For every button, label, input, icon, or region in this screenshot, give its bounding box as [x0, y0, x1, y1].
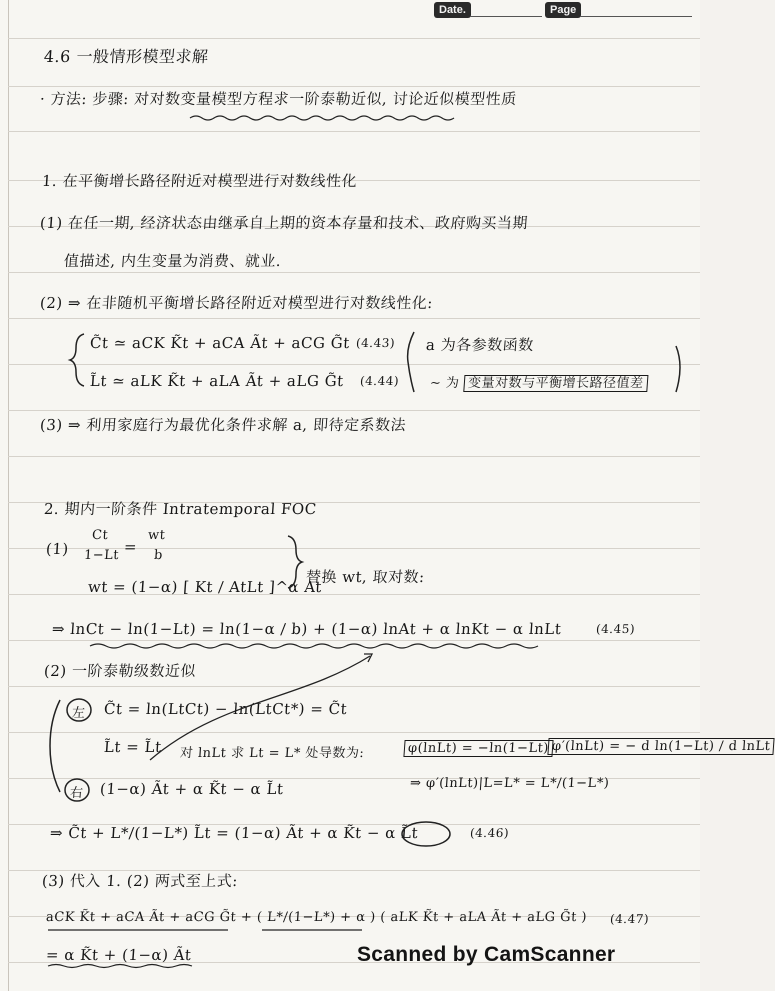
left-label: 左: [71, 706, 86, 721]
foc-equals: =: [123, 538, 138, 556]
substituted-equation-rhs: = α K̃t + (1−α) Ãt: [45, 946, 193, 964]
foc-rhs-num: wt: [147, 528, 166, 543]
ruled-line: [8, 86, 700, 87]
equation-4-43: C̃t ≃ aCK K̃t + aCA Ãt + aCG G̃t: [89, 334, 351, 352]
log-underline: [90, 644, 538, 648]
equation-tag: (4.45): [595, 622, 636, 636]
wage-equation: wt = (1−α) [ Kt / AtLt ]^α At: [87, 578, 323, 596]
left-note: 对 lnLt 求 Lt = L* 处导数为:: [179, 746, 365, 761]
equation-tag: (4.43): [355, 336, 396, 350]
note-tilde-boxed: 变量对数与平衡增长路径值差: [463, 375, 648, 392]
ruled-line: [8, 131, 700, 132]
arrow-head: [364, 654, 372, 662]
part1-item1-line2: 值描述, 内生变量为消费、就业.: [63, 252, 282, 270]
scanner-watermark: Scanned by CamScanner: [357, 943, 616, 966]
taylor-heading: (2) 一阶泰勒级数近似: [43, 662, 197, 680]
left-eq2: L̃t = L̃t: [103, 738, 163, 756]
equation-4-44: L̃t ≃ aLK K̃t + aLA Ãt + aLG G̃t: [89, 372, 345, 390]
part1-heading: 1. 在平衡增长路径附近对模型进行对数线性化: [41, 172, 358, 190]
part3-heading: (3) 代入 1. (2) 两式至上式:: [41, 872, 239, 890]
ruled-line: [8, 364, 700, 365]
sub-underline-3: [48, 965, 192, 968]
method-line: · 方法: 步骤: 对对数变量模型方程求一阶泰勒近似, 讨论近似模型性质: [39, 90, 518, 108]
equation-tag: (4.46): [469, 826, 510, 840]
foc-lhs-num: Ct: [91, 528, 109, 543]
phi-value: ⇒ φ′(lnLt)|L=L* = L*/(1−L*): [409, 776, 610, 791]
date-underline: [470, 16, 542, 17]
foc-rhs-den: b: [153, 548, 164, 563]
replace-note: 替换 wt, 取对数:: [305, 568, 426, 586]
foc-lhs-den: 1−Lt: [83, 548, 120, 563]
date-tab: Date.: [434, 2, 471, 18]
margin-line: [8, 0, 9, 991]
right-label: 右: [69, 786, 84, 801]
wavy-underline: [190, 116, 454, 120]
part1-item3: (3) ⇒ 利用家庭行为最优化条件求解 a, 即待定系数法: [39, 416, 407, 434]
ruled-line: [8, 410, 700, 411]
section-title: 4.6 一般情形模型求解: [43, 47, 210, 66]
note-tilde-prefix: ~ 为: [429, 376, 460, 391]
ruled-line: [8, 456, 700, 457]
equation-tag: (4.44): [359, 374, 400, 388]
left-brace: [70, 334, 84, 386]
substituted-equation: aCK K̃t + aCA Ãt + aCG G̃t + ( L*/(1−L*) + α ) ( aLK K̃t + aLA Ãt + aLG G̃t ): [45, 910, 588, 925]
log-equation: ⇒ lnCt − ln(1−Lt) = ln(1−α / b) + (1−α) lnAt + α lnKt − α lnLt: [51, 620, 563, 638]
ruled-line: [8, 38, 700, 39]
ruled-line: [8, 318, 700, 319]
phi-derivative: φ′(lnLt) = − d ln(1−Lt) / d lnLt: [547, 738, 775, 755]
note-coefficients: a 为各参数函数: [425, 336, 535, 354]
page-underline: [580, 16, 692, 17]
part2-heading: 2. 期内一阶条件 Intratemporal FOC: [43, 500, 318, 518]
foc-label: (1): [45, 540, 70, 558]
part1-item1-line1: (1) 在任一期, 经济状态由继承自上期的资本存量和技术、政府购买当期: [39, 214, 529, 232]
part1-item2: (2) ⇒ 在非随机平衡增长路径附近对模型进行对数线性化:: [39, 294, 434, 312]
right-brace: [408, 332, 414, 392]
result-equation: ⇒ C̃t + L*/(1−L*) L̃t = (1−α) Ãt + α K̃t − α L̃t: [49, 824, 419, 842]
left-eq1: C̃t = ln(LtCt) − ln(LtCt*) = C̃t: [103, 700, 348, 718]
ruled-line: [8, 686, 700, 687]
right-eq: (1−α) Ãt + α K̃t − α L̃t: [99, 780, 285, 798]
equation-tag: (4.47): [609, 912, 650, 926]
ruled-line: [8, 732, 700, 733]
box-bracket: [676, 346, 680, 392]
ruled-line: [8, 640, 700, 641]
phi-box: φ(lnLt) = −ln(1−Lt): [403, 740, 553, 757]
ruled-line: [8, 272, 700, 273]
note-tilde: [429, 372, 648, 391]
page-tab: Page: [545, 2, 581, 18]
